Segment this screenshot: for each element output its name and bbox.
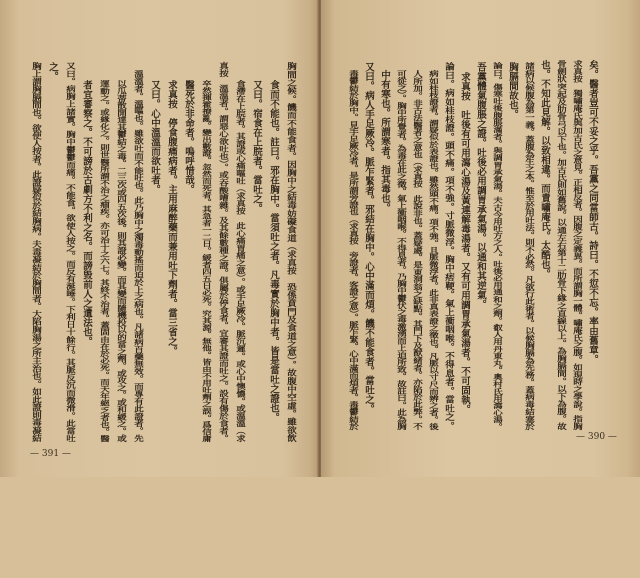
- column-text: 醫死於非命者。嗚呼惜哉。: [183, 80, 194, 194]
- column-text: 又曰。病人手足厥冷。脈乍緊者。邪結在胸中。心中滿而煩。饑不能食者。當吐之。: [363, 62, 374, 414]
- text-column: [346, 70, 358, 430]
- page-number: — 391 —: [30, 449, 71, 459]
- column-text: 食而不能也。註曰。邪在胸中。當須吐之者。凡毒實於胸中者。皆是當吐之證也。: [268, 80, 279, 422]
- column-text: 論曰。傷寒吐後腹脹滿者。與調胃承氣湯。夫古今用吐方之人。吐後必用通和之劑。叡人用丹東丸。奧村氏用瀉心湯。: [491, 62, 502, 430]
- text-column: [250, 80, 262, 442]
- column-text: 食滯在上脘者。其證或心痛嘔吐（求真按 此心痛胃痛之意）。或手足厥冷。脈沉遲。或心中懊憹。或溫溫（求: [234, 80, 245, 442]
- column-text: 溫溫者。溫嘔也。雖欲吐而不能吐也。此乃胸中之濁毒動搖而迫於上之病也。凡諸病百藥無效。而專有此證者。先: [132, 70, 143, 442]
- column-text: 求真按 獨嘯庵氏與加古氏之意見。正相反者。因腹之定義異。而所謂胸一體。嘯庵氏之腹。如現時之學說。指胸: [571, 60, 582, 430]
- text-column: [538, 60, 550, 430]
- text-column: [458, 72, 470, 430]
- text-column: [554, 60, 566, 430]
- right-page: [322, 0, 640, 477]
- text-column: [29, 62, 41, 442]
- column-text: 求真按 停食腹痛病者。主用麻醉藥而兼用吐下劑者。當三省之。: [166, 80, 177, 356]
- column-text: 卒然揮霍撩亂。變出數證。忽然而死者。其急者一二日。緩者四五日必死。究其源。無他。皆由不用吐劑之誤。爲信庸: [200, 80, 211, 442]
- text-column: [80, 80, 92, 442]
- text-column: [233, 80, 245, 442]
- column-text: 又曰。病胸上諸實。胸中鬱鬱而痛。不能食。欲使人按之。而反有涎唾。下利日十餘行。其脈反沉而微滑。此當吐: [64, 62, 75, 442]
- column-text: 又曰。宿食在上脘者。當吐之。: [251, 80, 262, 213]
- text-column: [394, 70, 406, 430]
- column-text: 運動之。或緣化之。則世醫所謂不治之痼疾。亦可治十之六七。其終不治者。蓋固由在於必死。而天年絕乏者也。醫: [98, 80, 109, 442]
- text-column: [114, 80, 126, 442]
- column-text: 人所加。非古法醫者之意也（求真按 此說非也。蓋疑處。是東洞翁之缺點。其門下及猷緒者。亦陷於此弊。不: [411, 70, 422, 430]
- column-text: 之。: [47, 62, 58, 81]
- text-column: [570, 60, 582, 430]
- text-column: [586, 60, 598, 430]
- text-column: [46, 62, 58, 442]
- text-column: [506, 62, 518, 430]
- page-number: — 390 —: [576, 432, 617, 442]
- column-text: 又曰。心中溫溫而欲吐者。: [149, 80, 160, 194]
- text-column: [284, 62, 296, 442]
- column-text: 胸膈間故也。: [507, 62, 518, 119]
- text-column: [442, 62, 454, 430]
- text-column: [216, 62, 228, 442]
- text-column: [378, 70, 390, 430]
- column-text: 胸上謂胸膈間也。欲使人按者。此證疑似於結胸病。夫毒凝結於胸間者。大陷胸湯之所主治也。如此證則毒凝結: [30, 62, 41, 442]
- column-text: 論曰。病如桂枝證。頭不痛。項不強。寸脈微浮。胸中痞鞕。氣上衝咽喉。不得息者。當吐之。: [443, 62, 454, 430]
- text-column: [522, 62, 534, 430]
- text-column: [267, 80, 279, 442]
- text-column: [97, 80, 109, 442]
- column-text: 真按 溫溫者。謂惡心欲吐也）。或吞酸嘈雜。及其餘數種之證。俱屬於停食者。宜審其證而吐之。設有傷於食者。: [217, 62, 228, 442]
- text-column: [165, 80, 177, 442]
- text-column: [474, 62, 486, 430]
- text-column: [63, 62, 75, 442]
- text-column: [199, 80, 211, 442]
- text-column: [410, 70, 422, 430]
- column-text: 骨劍狀突起及肋骨弓以下也。加古氏則如舊說。以通左右第十二肋骨下緣之直線以上。為胸膈間。以下為腹。故: [555, 60, 566, 430]
- text-column: [362, 62, 374, 430]
- column-text: 病如桂枝證者。謂疑似於表證也。雖然頭不痛。項不強。且脈微浮者。此非真表證之徵也。凡脈以寸尺而辨之者。後: [427, 70, 438, 430]
- column-text: 諸病以候腹為第一義。蓋腹為生之本。惟至於用吐法。則不必然。凡欲行此術者。以候胸膈為先務。蓋病毒結塞於: [523, 62, 534, 430]
- column-text: 吾黨體氣腹脹之證。吐後必用調胃承氣湯。以通和其逆氣。: [475, 62, 486, 309]
- column-text: 胸間之候。饑而不能食者。因胸中之結毒妨礙食道（求真按 恐係賁門及食道之意）。故腹中空虛。雖欲飲: [285, 62, 296, 442]
- column-text: 者宜審察之。不可謗於古劇方不利之名。而謗毀前人之遺法也。: [81, 80, 92, 346]
- text-column: [131, 70, 143, 442]
- column-text: 中有寒也。所謂寒者。指其毒也。: [379, 70, 390, 213]
- column-text: 求真按 吐後有可用瀉心湯及黃連解毒湯者。又有可用調胃承氣湯者。不可固執。: [459, 72, 470, 414]
- text-column: [148, 80, 160, 442]
- text-column: [490, 62, 502, 430]
- column-text: 可從之）。胸中所覺者。為毒在此之徵。氣上衝咽喉。不得息者。乃胸中鬱伏之毒激湧而上迫所致。故註曰。此為胸: [395, 70, 406, 430]
- column-text: 以瓜蒂散開達其鬱結之毒。二三次或四五次後。則其證必變。而其變而隨機投以的當之劑。或攻之。或和緩之。或: [115, 80, 126, 442]
- text-column: [182, 80, 194, 442]
- left-page: [0, 0, 320, 477]
- column-text: 矣。醫者豈可不妥之乎。吾黨之同當師古。詩曰。不愆不忘。率由舊章。: [587, 60, 598, 364]
- column-text: 也。不知此見解。以致相違。而責嘯庵氏。太酷也。: [539, 60, 550, 279]
- column-text: 毒鬱結於胸中。見手足厥冷者。是所謂旁證也（求真按 旁證者。客證之意）。脈乍緊。心中滿而煩者。毒鬱結於: [347, 70, 358, 430]
- text-column: [426, 70, 438, 430]
